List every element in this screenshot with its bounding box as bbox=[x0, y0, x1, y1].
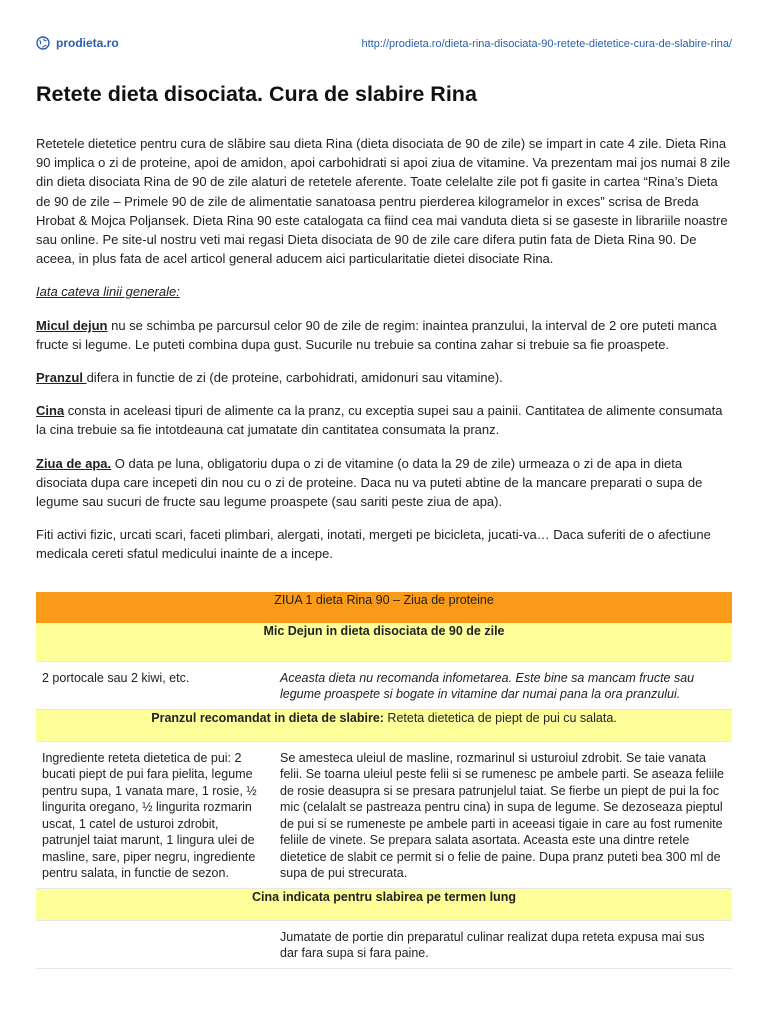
cina-paragraph bbox=[36, 401, 732, 439]
day-title: ZIUA 1 dieta Rina 90 – Ziua de proteine bbox=[36, 592, 732, 623]
article-body bbox=[36, 134, 732, 578]
dinner-header-row bbox=[36, 888, 732, 920]
closing-paragraph: Fiti activi fizic, urcati scari, faceti plimbari, alergati, inotati, mergeti pe bicicleta, jucati-va… Daca suferiti de o afectiune medicala cereti sfatul medicului inainte de a incepe. bbox=[36, 527, 711, 562]
micul-dejun-term: Micul dejun bbox=[36, 317, 108, 333]
dinner-row bbox=[36, 920, 732, 968]
dinner-right-cell: Jumatate de portie din preparatul culinar realizat dupa reteta expusa mai sus dar fara supa si fara paine. bbox=[274, 920, 732, 968]
micul-dejun-text: nu se schimba pe parcursul celor 90 de zile de regim: inaintea pranzului, la interval de 2 ore puteti manca fructe si legume. Le puteti combina dupa gust. Sucurile nu trebuie sa contina zahar si trebuie sa fie proaspete. bbox=[36, 317, 717, 352]
pranzul-text: difera in functie de zi (de proteine, carbohidrati, amidonuri sau vitamine). bbox=[86, 370, 503, 386]
top-bar bbox=[36, 34, 732, 56]
breakfast-heading: Mic Dejun in dieta disociata de 90 de zile bbox=[36, 623, 732, 661]
globe-icon bbox=[36, 36, 50, 50]
lunch-row bbox=[36, 741, 732, 888]
breakfast-row bbox=[36, 661, 732, 709]
ziua-apa-paragraph bbox=[36, 454, 732, 512]
lunch-header-row bbox=[36, 709, 732, 741]
dinner-left-cell bbox=[36, 920, 274, 968]
guidelines-heading-text: Iata cateva linii generale: bbox=[36, 284, 180, 300]
breakfast-left-cell: 2 portocale sau 2 kiwi, etc. bbox=[36, 661, 274, 709]
pranzul-paragraph bbox=[36, 368, 732, 387]
micul-dejun-paragraph bbox=[36, 316, 732, 354]
cina-term: Cina bbox=[36, 403, 65, 419]
ziua-apa-term: Ziua de apa. bbox=[36, 455, 112, 471]
site-link[interactable] bbox=[36, 36, 119, 50]
ziua-apa-text: O data pe luna, obligatoriu dupa o zi de vitamine (o data la 29 de zile) urmeaza o zi de apa in dieta disociata dupa care incepeti din nou cu o zi de proteine. Daca nu va puteti abtine de la mancare preparati o supa de legume sau sucuri de fructe sau legume proaspete (sau sariti peste ziua de apa). bbox=[36, 455, 703, 510]
lunch-method-cell: Se amesteca uleiul de masline, rozmarinul si usturoiul zdrobit. Se taie vanata felii. Se toarna uleiul peste felii si se rumenesc pe ambele parti. Se aseaza feliile de rosie deasupra si se presara patrunjelul taiat. Se fierbe un piept de pui la foc mic (celalalt se pastreaza pentru cina) in supa de legume. Se dezoseaza pieptul de pui si se rumeneste pe ambele parti in aceeasi tigaie in care au fost rumenite feliile de vinete. Se prepara salata asortata. Aceasta este una dintre retele dietetice de slabit ce permit si o felie de paine. Dupa pranz puteti bea 300 ml de supa de pui strecurata. bbox=[274, 741, 732, 888]
lunch-heading-bold: Pranzul recomandat in dieta de slabire: bbox=[151, 710, 384, 725]
pranzul-term: Pranzul bbox=[36, 370, 87, 386]
site-name: prodieta.ro bbox=[56, 36, 119, 50]
lunch-heading bbox=[36, 709, 732, 741]
page-url-link[interactable]: http://prodieta.ro/dieta-rina-disociata-90-retete-dietetice-cura-de-slabire-rina/ bbox=[361, 38, 732, 50]
dinner-heading: Cina indicata pentru slabirea pe termen lung bbox=[36, 888, 732, 920]
day-header-row bbox=[36, 592, 732, 623]
diet-table bbox=[36, 592, 732, 969]
cina-text: consta in aceleasi tipuri de alimente ca la pranz, cu exceptia supei sau a painii. Cantitatea de alimente consumata la cina trebuie sa fie intotdeauna cat jumatate din cantitatea consumata la pranz. bbox=[36, 403, 723, 438]
breakfast-header-row bbox=[36, 623, 732, 661]
lunch-ingredients-cell: Ingrediente reteta dietetica de pui: 2 bucati piept de pui fara pielita, legume pentru supa, 1 vanata mare, 1 rosie, ½ lingurita oregano, ½ lingurita rozmarin uscat, 1 catel de usturoi zdrobit, patrunjel taiat marunt, 1 lingura ulei de masline, sare, piper negru, ingrediente pentru salata, in functie de sezon. bbox=[36, 741, 274, 888]
intro-paragraph: Retetele dietetice pentru cura de slăbire sau dieta Rina (dieta disociata de 90 de zile) se impart in cate 4 zile. Dieta Rina 90 implica o zi de proteine, apoi de amidon, apoi carbohidrati si apoi ziua de vitamine. Va prezentam mai jos numai 8 zile din dieta disociata Rina de 90 de zile alaturi de retetele aferente. Toate celelalte zile pot fi gasite in cartea “Rina’s Dieta de 90 de zile – Primele 90 de zile de alimentatie sanatoasa pentru pierderea kilogramelor in exces” scrisa de Breda Hrobat & Mojca Poljansek. Dieta Rina 90 este catalogata ca fiind cea mai vanduta dieta si se gaseste in librariile noastre sau online. Pe site-ul nostru veti mai regasi Dieta disociata de 90 de zile care difera putin fata de Dieta Rina 90. De aceea, in plus fata de acel articol general aducem aici particularitatie dietei disociate Rina. bbox=[36, 136, 731, 267]
lunch-heading-rest: Reteta dietetica de piept de pui cu salata. bbox=[383, 710, 617, 725]
guidelines-heading bbox=[36, 282, 732, 301]
article-title: Retete dieta disociata. Cura de slabire Rina bbox=[36, 82, 477, 106]
breakfast-right-cell: Aceasta dieta nu recomanda infometarea. Este bine sa mancam fructe sau legume proaspete si bogate in vitamine dar numai pana la ora pranzului. bbox=[274, 661, 732, 709]
